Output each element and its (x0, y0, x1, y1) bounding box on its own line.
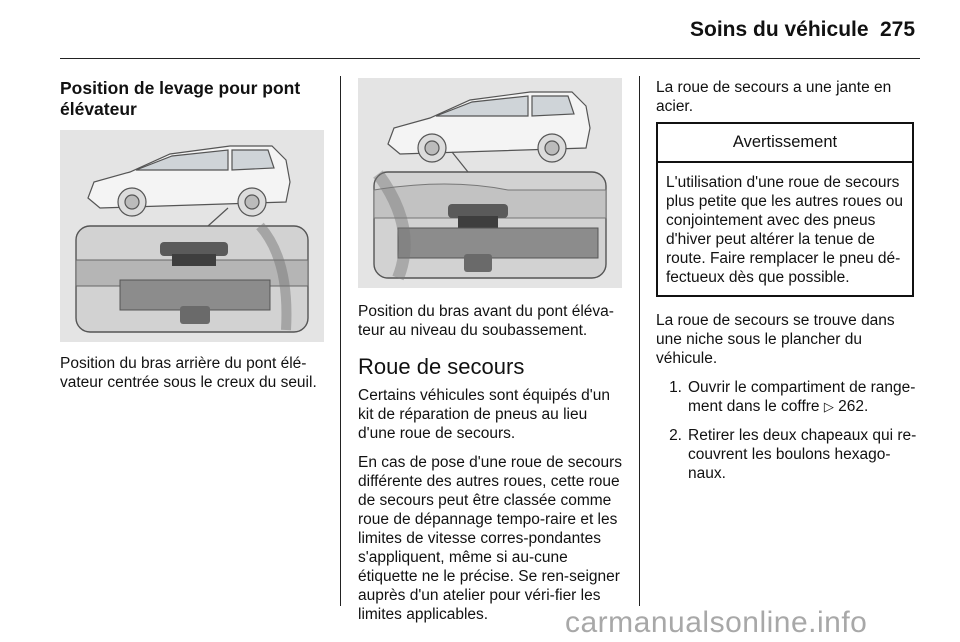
list-item (656, 378, 920, 416)
page-reference-icon: ▷ (823, 399, 834, 414)
page-header-title: Soins du véhicule (690, 18, 869, 41)
figure-caption-front: Position du bras avant du pont éléva-teur au niveau du soubassement. (358, 303, 614, 339)
column-divider-1 (340, 76, 341, 606)
steps-list (656, 378, 920, 483)
section-title: Position de levage pour pont élévateur (60, 78, 301, 119)
step-text: Retirer les deux chapeaux qui re-couvrent les boulons hexago-naux. (688, 427, 917, 482)
rear-lift-arm-figure (60, 130, 324, 342)
watermark: carmanualsonline.info (565, 606, 868, 639)
page-number: 275 (880, 18, 916, 41)
header-rule (60, 58, 920, 59)
list-item (656, 426, 920, 483)
paragraph-repair-kit: Certains véhicules sont équipés d'un kit de réparation de pneus au lieu d'une roue de secours. (358, 387, 610, 442)
paragraph-temporary-wheel: En cas de pose d'une roue de secours différente des autres roues, cette roue de secours peut être classée comme roue de dépannage tempo-raire et les limites de vitesse corres-pondantes s'appliquent, même si au-cune étiquette ne le précise. Se ren-seigner auprès d'un atelier pour véri-fier les limites applicables. (358, 454, 623, 623)
paragraph-spare-location: La roue de secours se trouve dans une niche sous le plancher du véhicule. (656, 312, 895, 367)
column-2 (358, 78, 626, 634)
figure-caption-rear: Position du bras arrière du pont élé-vateur centrée sous le creux du seuil. (60, 355, 317, 391)
step-text: Ouvrir le compartiment de range-ment dans le coffre ▷ 262. (688, 379, 916, 415)
section-heading-spare-wheel: Roue de secours (358, 354, 525, 379)
page-reference[interactable]: 262. (838, 398, 869, 415)
paragraph-steel-rim: La roue de secours a une jante en acier. (656, 79, 892, 115)
warning-box (656, 122, 914, 297)
step-number: 1. (669, 379, 682, 396)
warning-title: Avertissement (658, 124, 912, 163)
step-number: 2. (669, 427, 682, 444)
front-lift-arm-figure (358, 78, 622, 288)
warning-text: L'utilisation d'une roue de secours plus petite que les autres roues ou conjointement avec des pneus d'hiver peut altérer la tenue de route. Faire remplacer le pneu dé-fectueux dès que possible. (666, 174, 903, 286)
column-divider-2 (639, 76, 640, 606)
column-3 (656, 78, 920, 493)
column-1 (60, 78, 326, 402)
